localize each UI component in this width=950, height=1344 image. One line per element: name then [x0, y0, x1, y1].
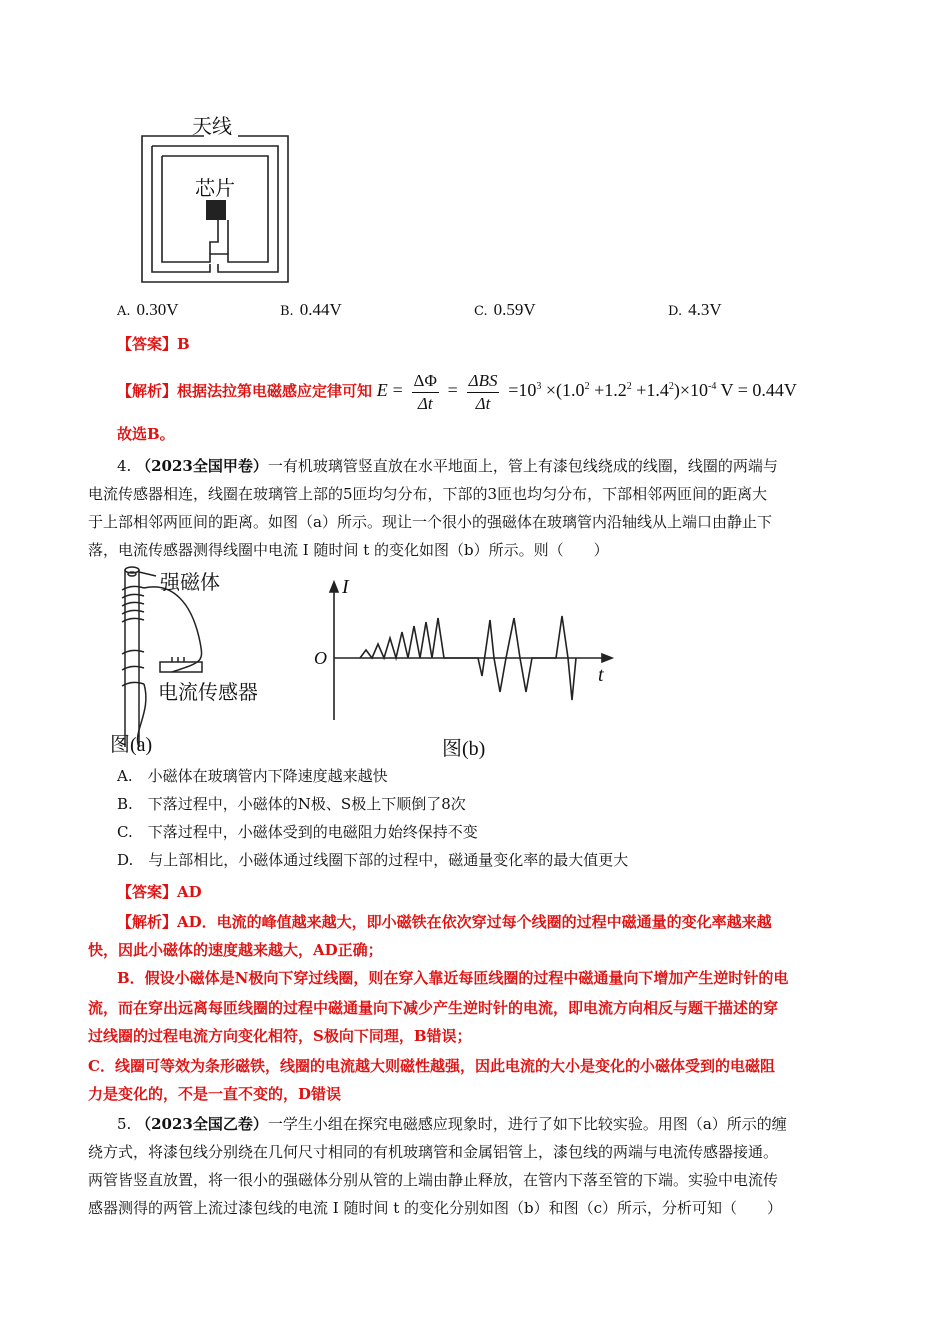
q4-analysis-line6: C．线圈可等效为条形磁铁，线圈的电流越大则磁性越强，因此电流的大小是变化的小磁体受到的电磁阻: [88, 1057, 775, 1075]
q4-answer: 【答案】AD: [117, 883, 202, 901]
x-axis-label: t: [598, 664, 604, 686]
magnet-label: 强磁体: [160, 570, 220, 594]
q5-line1: [117, 1110, 787, 1138]
y-axis-arrow: [330, 582, 338, 592]
q4-analysis-line7: 力是变化的，不是一直不变的，D错误: [88, 1085, 342, 1103]
question-source: （2023全国乙卷）: [136, 1115, 268, 1133]
sensor-label: 电流传感器: [158, 680, 258, 704]
q3-option-d: [668, 300, 722, 320]
fraction-flux: [412, 370, 439, 415]
chip-label: 芯片: [195, 176, 235, 200]
q4-line3: 于上部相邻两匝间的距离。如图（a）所示。现让一个很小的强磁体在玻璃管内沿轴线从上端口由静止下: [88, 513, 772, 531]
expr-part: )×10: [673, 380, 709, 400]
question-source: （2023全国甲卷）: [136, 457, 268, 475]
figure-b-caption: 图(b): [442, 738, 486, 760]
frac-den: Δt: [475, 393, 491, 413]
q5-line2: 绕方式，将漆包线分别绕在几何尺寸相同的有机玻璃管和金属铝管上，漆包线的两端与电流传感器接通。: [88, 1143, 779, 1161]
option-letter: C.: [474, 304, 488, 319]
q3-conclusion: 故选B。: [117, 425, 175, 443]
q3-option-a: [117, 300, 179, 320]
formula-eq: =: [392, 380, 403, 400]
question-text: 一学生小组在探究电磁感应现象时，进行了如下比较实验。用图（a）所示的缠: [267, 1115, 787, 1133]
formula-e: E: [376, 380, 388, 400]
option-letter: B.: [280, 304, 294, 319]
expr-part: =10: [508, 380, 537, 400]
formula-eq2: =: [447, 380, 458, 400]
analysis-prefix: 【解析】根据法拉第电磁感应定律可知: [117, 382, 373, 400]
q4-line1: [117, 452, 778, 480]
option-value: 0.59V: [493, 300, 536, 319]
frac-num: ΔBS: [467, 370, 500, 393]
question-text: 一有机玻璃管竖直放在水平地面上，管上有漆包线绕成的线圈，线圈的两端与: [267, 457, 778, 475]
expr-part: ×(1.0: [541, 380, 585, 400]
frac-num: ΔΦ: [412, 370, 439, 393]
expr-part: +1.4: [631, 380, 669, 400]
q3-answer: 【答案】B: [117, 335, 190, 353]
figure-a: [112, 562, 272, 757]
q4-analysis-line1: 【解析】AD．电流的峰值越来越大，即小磁铁在依次穿过每个线圈的过程中磁通量的变化率越来越: [117, 913, 772, 931]
expr-part: +1.2: [589, 380, 627, 400]
q5-line3: 两管皆竖直放置，将一很小的强磁体分别从管的上端由静止释放，在管内下落至管的下端。实验中电流传: [88, 1171, 779, 1189]
expr-exp: -4: [708, 381, 717, 392]
antenna-label: 天线: [192, 114, 232, 138]
figure-a-caption: 图(a): [110, 734, 153, 756]
expr-part: V = 0.44V: [716, 380, 797, 400]
q3-analysis: [117, 362, 797, 416]
expr-exp: 2: [668, 381, 674, 392]
question-number: 4.: [117, 457, 132, 475]
q4-option-a: A. 小磁体在玻璃管内下降速度越来越快: [117, 767, 388, 785]
option-value: 4.3V: [688, 300, 722, 319]
q4-line2: 电流传感器相连，线圈在玻璃管上部的5匝均匀分布，下部的3匝也均匀分布，下部相邻两匝间的距离大: [88, 485, 768, 503]
option-letter: A.: [117, 304, 131, 319]
expr-exp: 2: [584, 381, 590, 392]
antenna-figure: [138, 108, 294, 288]
question-number: 5.: [117, 1115, 132, 1133]
q5-line4: 感器测得的两管上流过漆包线的电流 I 随时间 t 的变化分别如图（b）和图（c）所示，分析可知（ ）: [88, 1199, 783, 1217]
fraction-bs: [467, 370, 500, 415]
figure-b: [310, 576, 620, 760]
option-value: 0.44V: [299, 300, 342, 319]
q3-option-b: [280, 300, 342, 320]
q4-line4: 落，电流传感器测得线圈中电流 I 随时间 t 的变化如图（b）所示。则（ ）: [88, 541, 609, 559]
formula-expr: [508, 380, 797, 400]
option-letter: D.: [668, 304, 683, 319]
q4-option-c: C. 下落过程中，小磁体受到的电磁阻力始终保持不变: [117, 823, 478, 841]
q4-analysis-line3: B．假设小磁体是N极向下穿过线圈，则在穿入靠近每匝线圈的过程中磁通量向下增加产生逆时针的电: [117, 969, 789, 987]
origin-label: O: [314, 648, 327, 668]
x-axis-arrow: [602, 654, 612, 662]
q4-analysis-line2: 快，因此小磁体的速度越来越大，AD正确；: [88, 941, 383, 959]
q4-option-d: D. 与上部相比，小磁体通过线圈下部的过程中，磁通量变化率的最大值更大: [117, 851, 629, 869]
q4-analysis-line5: 过线圈的过程电流方向变化相符，S极向下同理，B错误；: [88, 1027, 472, 1045]
q4-analysis-line4: 流，而在穿出远离每匝线圈的过程中磁通量向下减少产生逆时针的电流，即电流方向相反与题干描述的穿: [88, 999, 779, 1017]
frac-den: Δt: [417, 393, 433, 413]
y-axis-label: I: [342, 576, 349, 598]
current-graph: [310, 580, 620, 725]
expr-exp: 2: [626, 381, 632, 392]
option-value: 0.30V: [136, 300, 179, 319]
q3-option-c: [474, 300, 536, 320]
q4-option-b: B. 下落过程中，小磁体的N极、S极上下顺倒了8次: [117, 795, 466, 813]
expr-exp: 3: [536, 381, 542, 392]
